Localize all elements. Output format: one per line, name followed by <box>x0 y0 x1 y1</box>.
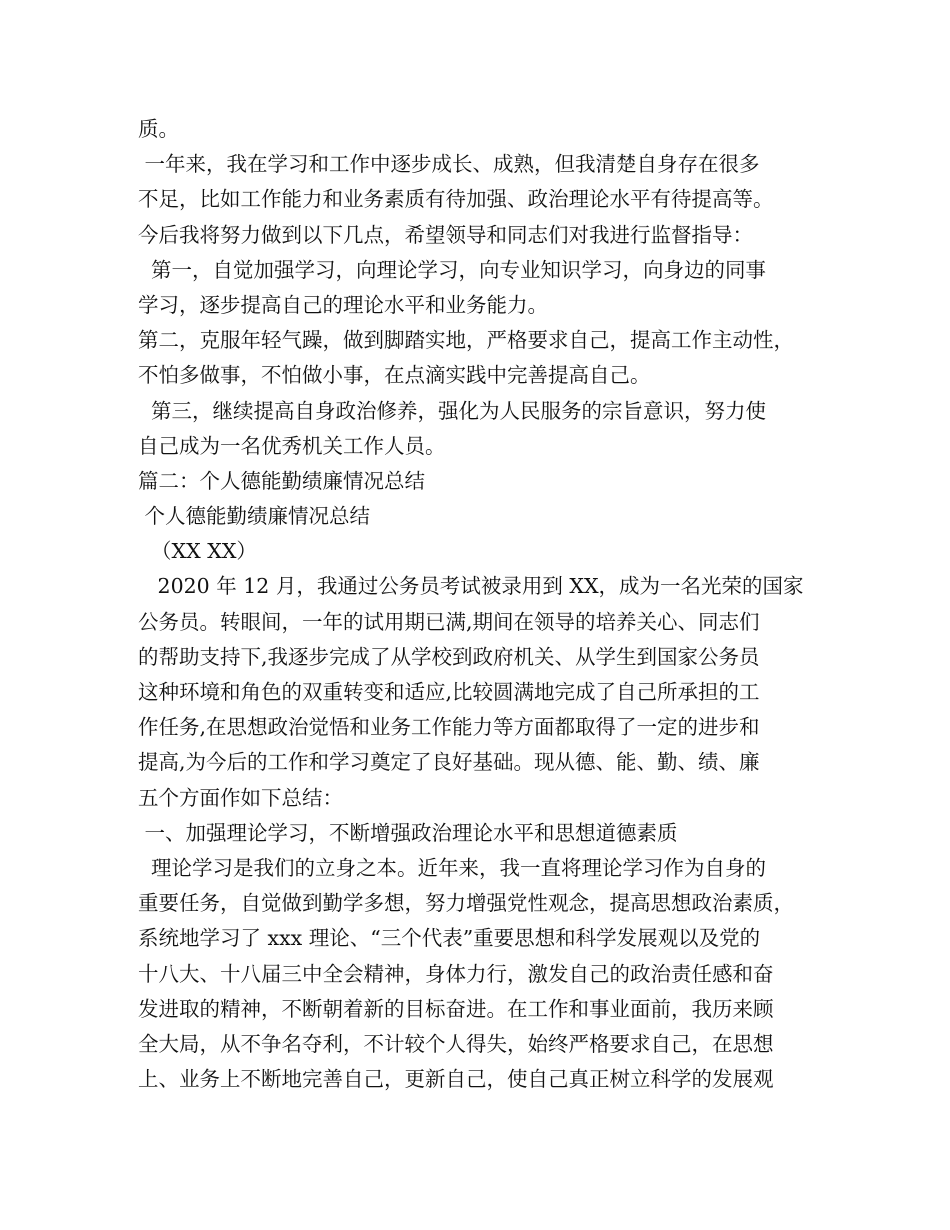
text-line: 不足，比如工作能力和业务素质有待加强、政治理论水平有待提高等。 <box>138 187 774 212</box>
text-line: 上、业务上不断地完善自己，更新自己，使自己真正树立科学的发展观 <box>138 1067 774 1092</box>
text-line: 作任务,在思想政治觉悟和业务工作能力等方面都取得了一定的进步和 <box>138 715 760 740</box>
section-heading: 篇二：个人德能勤绩廉情况总结 <box>138 468 425 493</box>
text-line: 2020 年 12 月，我通过公务员考试被录用到 XX，成为一名光荣的国家 <box>138 574 804 599</box>
text-line: 这种环境和角色的双重转变和适应,比较圆满地完成了自己所承担的工 <box>138 680 760 704</box>
text-line: 提高,为今后的工作和学习奠定了良好基础。现从德、能、勤、绩、廉 <box>138 750 760 775</box>
text-line: 学习，逐步提高自己的理论水平和业务能力。 <box>138 292 548 317</box>
text-line: 第二，克服年轻气躁，做到脚踏实地，严格要求自己，提高工作主动性， <box>138 328 794 353</box>
text-line: 五个方面作如下总结： <box>138 785 343 810</box>
document-body <box>138 112 818 1097</box>
text-line: 自己成为一名优秀机关工作人员。 <box>138 433 446 458</box>
text-line: 第三，继续提高自身政治修养，强化为人民服务的宗旨意识，努力使 <box>138 398 767 423</box>
text-line: 发进取的精神，不断朝着新的目标奋进。在工作和事业面前，我历来顾 <box>138 996 774 1021</box>
text-line: 重要任务，自觉做到勤学多想，努力增强党性观念，提高思想政治素质， <box>138 891 794 916</box>
text-line: 系统地学习了 xxx 理论、“三个代表”重要思想和科学发展观以及党的 <box>138 926 761 951</box>
text-line: 不怕多做事，不怕做小事，在点滴实践中完善提高自己。 <box>138 363 651 388</box>
text-line: 十八大、十八届三中全会精神，身体力行，激发自己的政治责任感和奋 <box>138 961 774 986</box>
text-line: 第一，自觉加强学习，向理论学习，向专业知识学习，向身边的同事 <box>138 257 767 282</box>
document-title: 个人德能勤绩廉情况总结 <box>138 504 371 529</box>
text-line: 的帮助支持下,我逐步完成了从学校到政府机关、从学生到国家公务员 <box>138 644 760 669</box>
text-line: 今后我将努力做到以下几点，希望领导和同志们对我进行监督指导： <box>138 222 753 247</box>
author-line: （XX XX） <box>138 539 257 564</box>
text-line: 一年来，我在学习和工作中逐步成长、成熟，但我清楚自身存在很多 <box>138 152 760 177</box>
text-line: 全大局，从不争名夺利，不计较个人得失，始终严格要求自己，在思想 <box>138 1031 774 1056</box>
text-line: 公务员。转眼间，一年的试用期已满,期间在领导的培养关心、同志们 <box>138 609 760 634</box>
text-line: 质。 <box>138 117 179 141</box>
subsection-heading: 一、加强理论学习，不断增强政治理论水平和思想道德素质 <box>138 820 678 845</box>
text-line: 理论学习是我们的立身之本。近年来，我一直将理论学习作为自身的 <box>138 855 767 880</box>
